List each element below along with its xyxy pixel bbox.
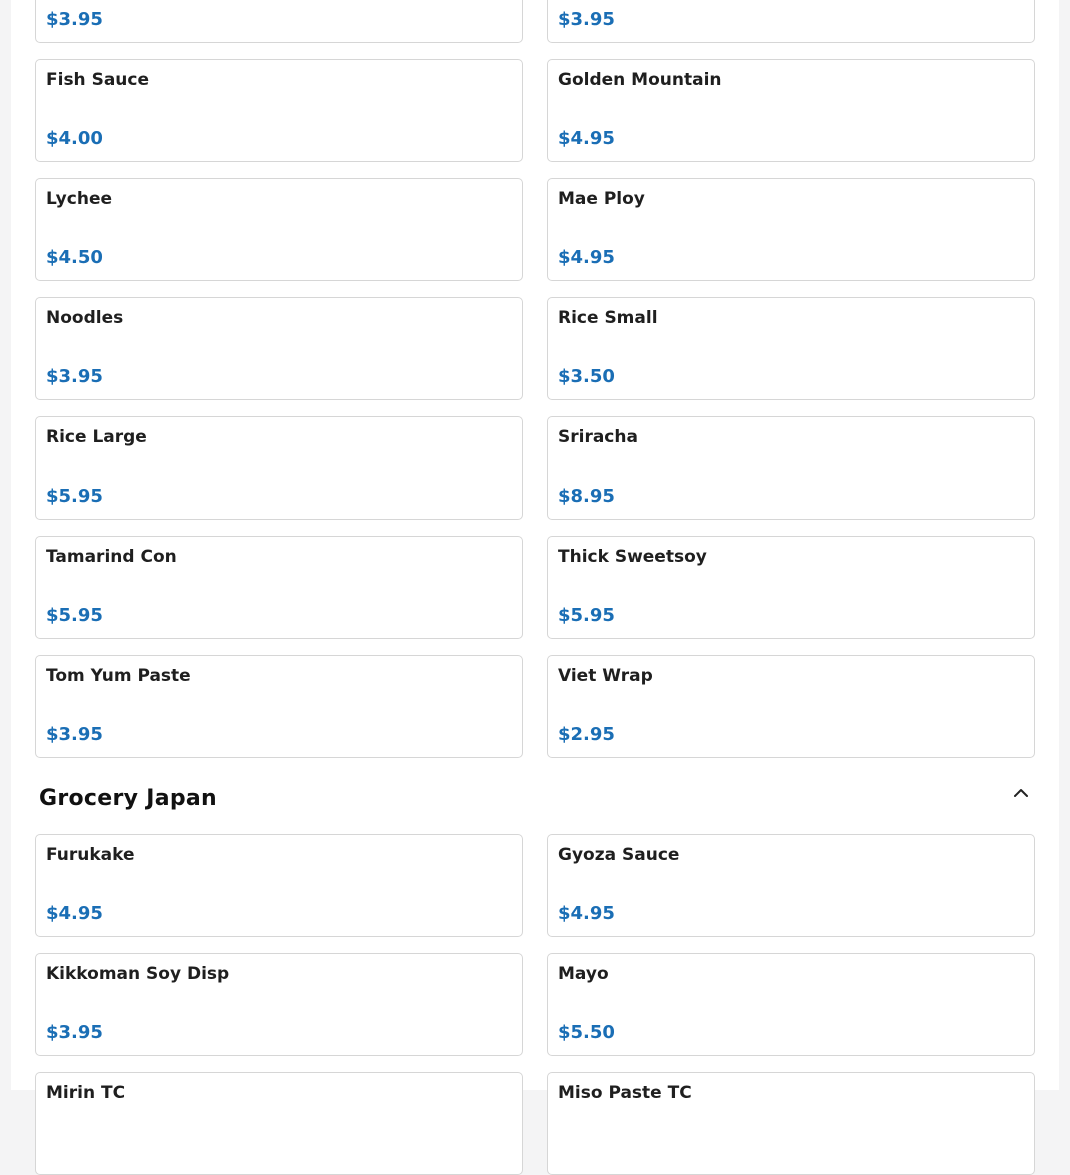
item-name: Tom Yum Paste — [46, 666, 191, 686]
menu-item-card[interactable] — [547, 1072, 1035, 1175]
item-name: Fish Sauce — [46, 70, 150, 90]
menu-item-card[interactable] — [547, 655, 1035, 758]
item-price: $5.50 — [558, 1022, 615, 1043]
item-name: Thick Sweetsoy — [558, 547, 707, 567]
item-price: $4.50 — [46, 247, 103, 268]
item-price: $3.95 — [558, 9, 615, 30]
menu-item-card[interactable] — [35, 1072, 523, 1175]
item-price: $3.50 — [558, 366, 615, 387]
item-price: $3.95 — [46, 9, 103, 30]
menu-item-card[interactable] — [547, 834, 1035, 937]
item-name: Gyoza Sauce — [558, 845, 680, 865]
item-price: $4.95 — [558, 903, 615, 924]
item-price: $3.95 — [46, 1022, 103, 1043]
menu-item-card[interactable] — [547, 536, 1035, 639]
item-name: Mayo — [558, 964, 609, 984]
item-price: $4.95 — [558, 128, 615, 149]
item-name: Mae Ploy — [558, 189, 645, 209]
menu-item-card[interactable] — [547, 59, 1035, 162]
menu-item-card[interactable] — [35, 297, 523, 400]
item-price: $5.95 — [46, 605, 103, 626]
section-header-grocery-japan[interactable] — [35, 774, 1035, 824]
item-name: Rice Small — [558, 308, 658, 328]
item-price: $4.95 — [558, 247, 615, 268]
menu-item-card[interactable] — [547, 178, 1035, 281]
menu-item-card[interactable] — [35, 953, 523, 1056]
menu-item-card[interactable] — [35, 655, 523, 758]
item-name: Golden Mountain — [558, 70, 722, 90]
chevron-up-icon[interactable] — [1011, 784, 1031, 800]
menu-item-card[interactable] — [547, 297, 1035, 400]
item-price: $8.95 — [558, 486, 615, 507]
item-name: Mirin TC — [46, 1083, 126, 1103]
item-name: Viet Wrap — [558, 666, 653, 686]
item-price: $3.95 — [46, 366, 103, 387]
item-price: $4.95 — [46, 903, 103, 924]
item-name: Miso Paste TC — [558, 1083, 692, 1103]
menu-item-card[interactable] — [35, 536, 523, 639]
menu-item-card[interactable] — [547, 0, 1035, 43]
item-name: Noodles — [46, 308, 124, 328]
menu-item-card[interactable] — [547, 953, 1035, 1056]
item-price: $2.95 — [558, 724, 615, 745]
menu-item-card[interactable] — [35, 59, 523, 162]
menu-item-card[interactable] — [35, 416, 523, 520]
menu-item-card[interactable] — [35, 834, 523, 937]
item-price: $5.95 — [558, 605, 615, 626]
item-name: Sriracha — [558, 427, 638, 447]
item-name: Furukake — [46, 845, 135, 865]
menu-item-card[interactable] — [35, 178, 523, 281]
section-title: Grocery Japan — [39, 786, 218, 811]
item-price: $5.95 — [46, 486, 103, 507]
menu-page — [11, 0, 1059, 1103]
menu-item-card[interactable] — [35, 0, 523, 43]
menu-item-card[interactable] — [547, 416, 1035, 520]
item-name: Kikkoman Soy Disp — [46, 964, 230, 984]
item-name: Lychee — [46, 189, 112, 209]
item-name: Tamarind Con — [46, 547, 177, 567]
item-price: $3.95 — [46, 724, 103, 745]
item-price: $4.00 — [46, 128, 103, 149]
item-name: Rice Large — [46, 427, 147, 447]
